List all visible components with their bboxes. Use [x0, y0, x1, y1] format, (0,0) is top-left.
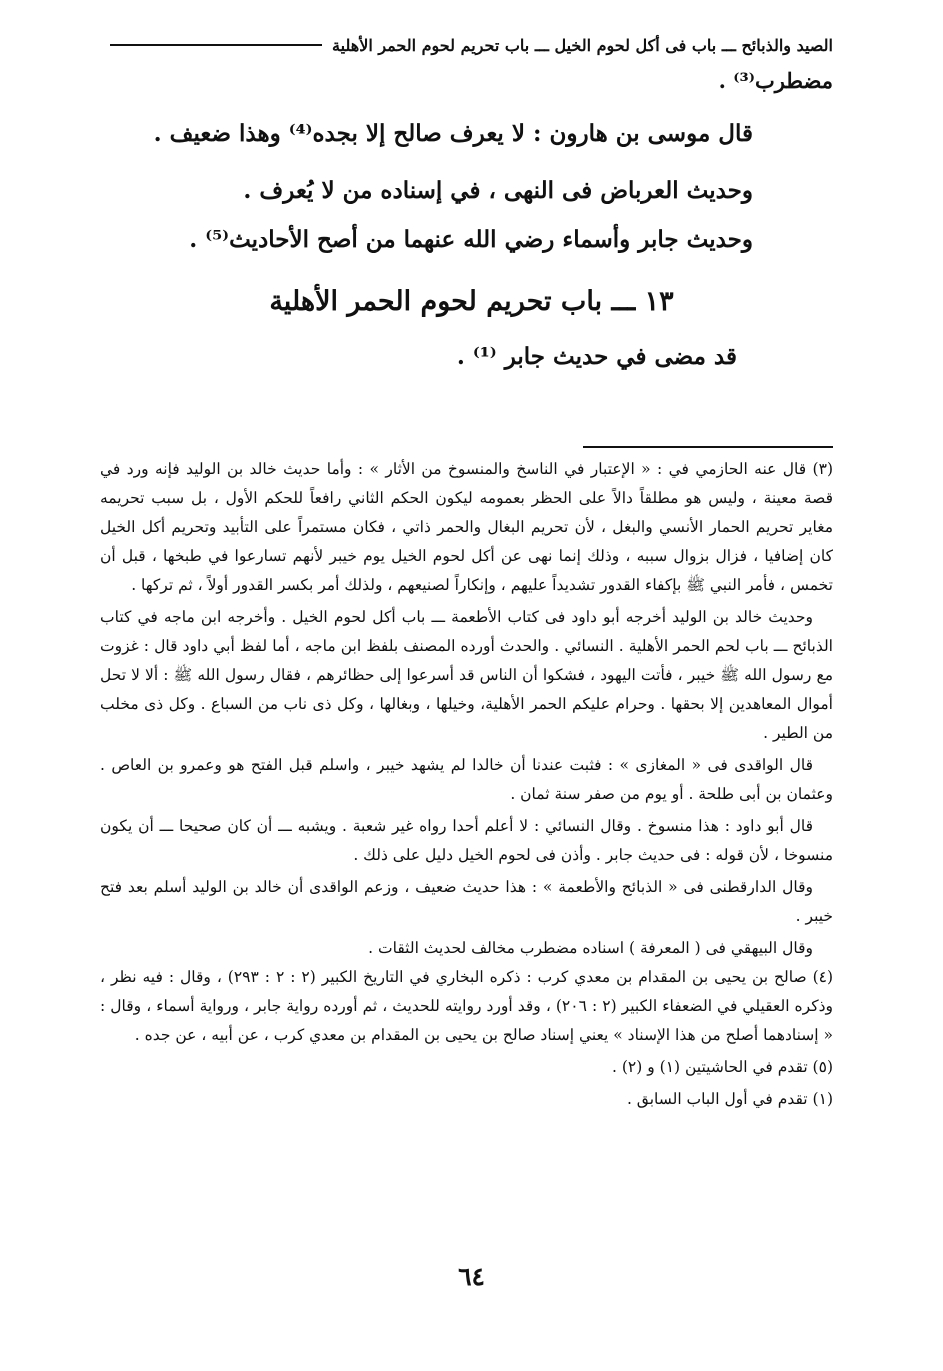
footnote-3: (٣) قال عنه الحازمي في : « الإعتبار في الناسخ والمنسوخ من الأثار » : وأما حديث خالد بن الوليد فإنه ورد في قصة معينة ، وليس هو مطلقاً دالاً على الحظر بعمومه ليكون الحكم الثاني رافعاً للحكم الأول ، بل سبب تحريمه مغاير تحريم الحمار الأنسي والبغل ، لأن تحريم البغال والحمر ذاتي ، فكان مستمراً على التأبيد وتحريم أكل الخيل كان إضافيا ، فزال بزوال سببه ، وذلك إنما نهى عن أكل لحوم الخيل يوم خيبر لأنهم تسارعوا في طبخها ، قبل أن تخمس ، فأمر النبي ﷺ بإكفاء القدور تشديداً عليهم ، وإنكاراً لصنيعهم ، ولذلك أمر بكسر القدور أولاً ، ثم تركها . [100, 460, 833, 594]
footnote-3-para-2: وحديث خالد بن الوليد أخرجه أبو داود فى كتاب الأطعمة ـــ باب أكل لحوم الخيل . وأخرجه ابن ماجه في كتاب الذبائح ـــ باب لحم الحمر الأهلية . النسائي . والحدث أورده المصنف بلفظ ابن ماجه ، أما لفظ أبي داود قال : غزوت مع رسول الله ﷺ خيبر ، فأتت اليهود ، فشكوا أن الناس قد أسرعوا إلى حظائرهم ، فقال رسول الله ﷺ : ألا لا تحل أموال المعاهدين إلا بحقها . وحرام عليكم الحمر الأهلية، وخيلها ، وبغالها ، وكل ذى ناب من السباع . وكل ذى مخلب من الطير . [100, 608, 833, 742]
body-line-1: قال موسى بن هارون : لا يعرف صالح إلا بجده⁽⁴⁾ وهذا ضعيف . [153, 120, 753, 147]
running-title: الصيد والذبائح ـــ باب فى أكل لحوم الخيل ـــ باب تحريم لحوم الحمر الأهلية [332, 35, 833, 55]
body-line-3: وحديث جابر وأسماء رضي الله عنهما من أصح الأحاديث⁽⁵⁾ . [189, 226, 753, 253]
footnote-3-para-4: قال أبو داود : هذا منسوخ . وقال النسائي : لا أعلم أحدا رواه غير شعبة . ويشبه ـــ أن كان صحيحا ـــ أن يكون منسوخا ، لأن قوله : فى حديث جابر . وأذن فى لحوم الخيل دليل على ذلك . [100, 817, 833, 864]
continuation-line: مضطرب⁽³⁾ . [718, 68, 833, 93]
footnote-3-para-6: وقال البيهقي فى ( المعرفة ) اسناده مضطرب مخالف لحديث الثقات . [368, 939, 813, 957]
footnote-4: (٤) صالح بن يحيى بن المقدام بن معدي كرب : ذكره البخاري في التاريخ الكبير (٢ : ٢ : ٢٩٣) ، وقال : فيه نظر ، وذكره العقيلي في الضعفاء الكبير (٢ : ٢٠٦) ، وقد أورد روايته للحديث ، ثم أورده رواية جابر ، ورواية أسماء ، وقال : « إسنادهما أصلح من هذا الإسناد » يعني إسناد صالح بن يحيى بن المقدام بن معدي كرب ، عن أبيه ، عن جده . [100, 968, 834, 1044]
page-number: ٦٤ [458, 1262, 485, 1291]
footnote-3-para-5: وقال الدارقطنى فى « الذبائح والأطعمة » : هذا حديث ضعيف ، وزعم الواقدى أن خالد بن الوليد أسلم بعد فتح خيبر . [100, 878, 833, 925]
running-header [110, 30, 833, 60]
footnotes [100, 455, 833, 1114]
section-title: ١٣ ـــ باب تحريم لحوم الحمر الأهلية [269, 286, 674, 317]
header-rule [110, 44, 322, 46]
footnote-1: (١) تقدم في أول الباب السابق . [626, 1090, 833, 1108]
footnote-5: (٥) تقدم في الحاشيتين (١) و (٢) . [612, 1058, 833, 1076]
body-line-2: وحديث العرباض فى النهى ، في إسناده من لا يُعرف . [243, 177, 753, 204]
section-line: قد مضى في حديث جابر ⁽¹⁾ . [456, 343, 737, 370]
footnote-separator [583, 446, 833, 448]
footnote-3-para-3: قال الواقدى فى « المغازى » : فثبت عندنا أن خالدا لم يشهد خيبر ، واسلم قبل الفتح هو وعمرو بن العاص . وعثمان بن أبى طلحة . أو يوم من صفر سنة ثمان . [100, 756, 833, 803]
